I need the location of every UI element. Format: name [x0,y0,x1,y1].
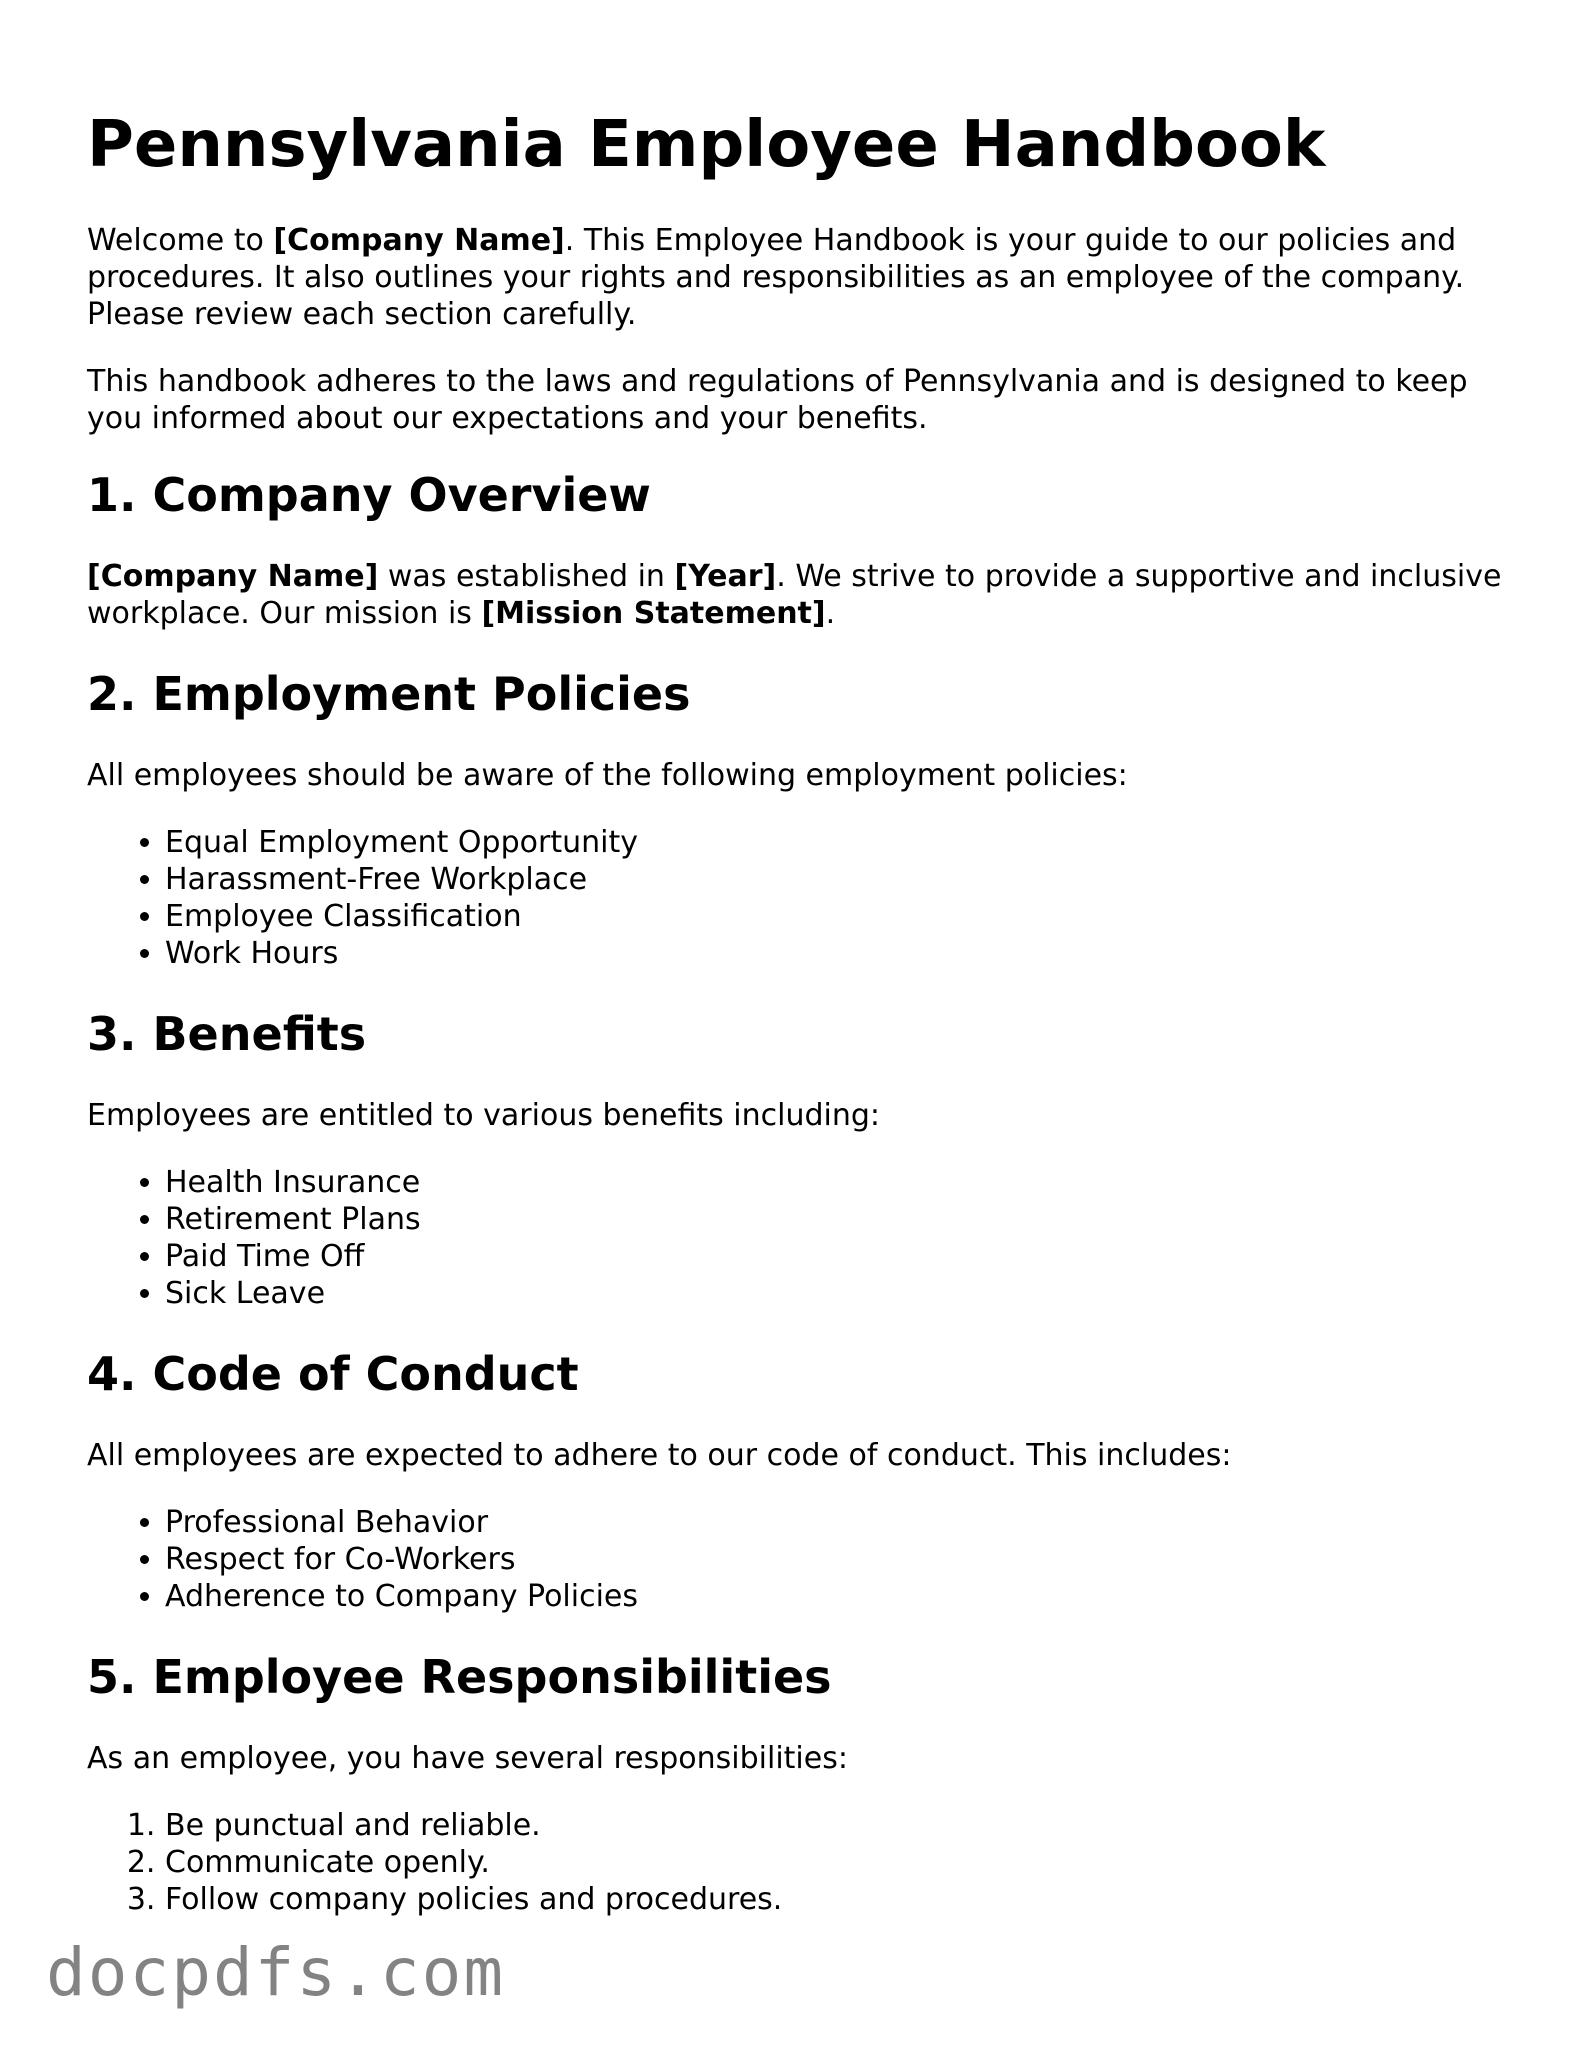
list-item: • Retirement Plans [165,1201,1507,1238]
section-employment-policies [87,668,1507,972]
benefits-list [87,1164,1507,1312]
section-heading: 1. Company Overview [87,468,651,523]
section-company-overview [87,469,1507,632]
year-placeholder: [Year] [674,559,777,595]
intro-paragraph-2: This handbook adheres to the laws and regulations of Pennsylvania and is designed to keep you informed about our expectations and your benefits. [87,364,1468,437]
list-item: • Respect for Co-Workers [165,1541,1507,1578]
conduct-list [87,1504,1507,1615]
section-text: All employees should be aware of the following employment policies: [87,758,1128,794]
section-benefits [87,1008,1507,1312]
watermark: docpdfs.com [46,1934,506,2011]
section-code-of-conduct [87,1348,1507,1615]
intro-paragraph-1: Welcome to [Company Name]. This Employee Handbook is your guide to our policies and procedures. It also outlines your rights and responsibilities as an employee of the company. Please review each section carefully. [87,223,1465,333]
mission-placeholder: [Mission Statement] [481,596,826,632]
section-text: [Company Name] was established in [Year]. We strive to provide a supportive and inclusive workplace. Our mission is [Mission Statement]. [87,559,1502,632]
list-item: • Professional Behavior [165,1504,1507,1541]
company-name-placeholder: [Company Name] [273,223,565,259]
section-heading: 2. Employment Policies [87,667,691,722]
section-text: All employees are expected to adhere to our code of conduct. This includes: [87,1437,1232,1473]
list-item: • Sick Leave [165,1275,1507,1312]
list-item: • Adherence to Company Policies [165,1578,1507,1615]
section-employee-responsibilities [87,1651,1507,1918]
section-text: Employees are entitled to various benefits including: [87,1098,881,1134]
list-item: • Paid Time Off [165,1238,1507,1275]
section-heading: 3. Benefits [87,1007,367,1062]
list-item: • Employee Classification [165,898,1507,935]
policy-list [87,824,1507,972]
list-item: • Health Insurance [165,1164,1507,1201]
section-heading: 4. Code of Conduct [87,1347,579,1402]
document-page [87,0,1507,1918]
section-heading: 5. Employee Responsibilities [87,1649,832,1704]
list-item: 1. Be punctual and reliable. [165,1807,1507,1844]
list-item: • Work Hours [165,935,1507,972]
list-item: • Equal Employment Opportunity [165,824,1507,861]
company-name-placeholder: [Company Name] [87,559,379,595]
list-item: 3. Follow company policies and procedures. [165,1881,1507,1918]
list-item: • Harassment-Free Workplace [165,861,1507,898]
list-item: 2. Communicate openly. [165,1844,1507,1881]
section-text: As an employee, you have several responsibilities: [87,1740,848,1776]
document-title: Pennsylvania Employee Handbook [87,108,1326,182]
responsibilities-list [87,1807,1507,1918]
